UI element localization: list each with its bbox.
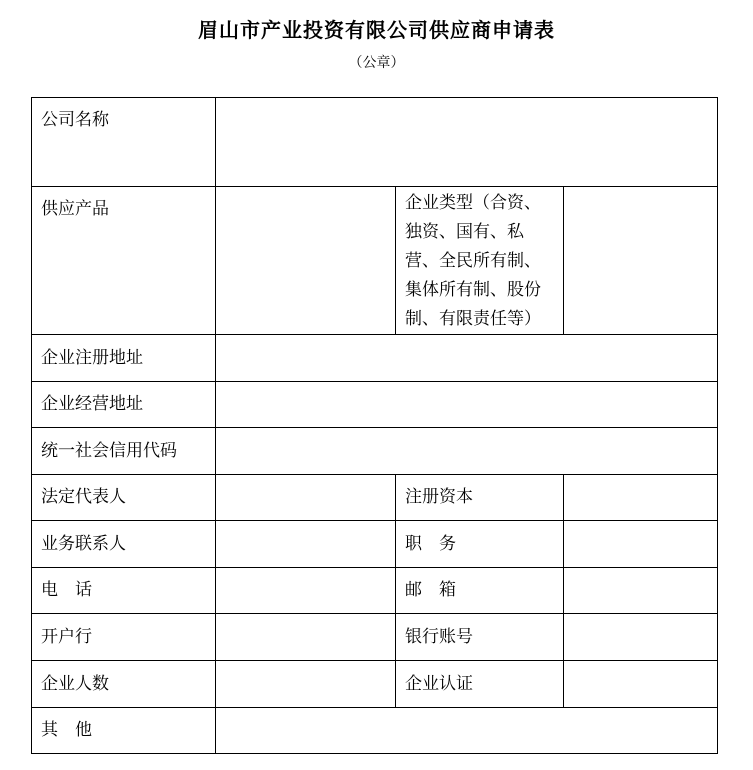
field-email[interactable] [564, 568, 718, 614]
label-enterprise-type: 企业类型（合资、独资、国有、私营、全民所有制、集体所有制、股份制、有限责任等） [396, 187, 564, 335]
page-title: 眉山市产业投资有限公司供应商申请表 [198, 18, 555, 42]
field-enterprise-type[interactable] [564, 187, 718, 335]
label-supply-products: 供应产品 [32, 187, 216, 335]
field-supply-products[interactable] [216, 187, 396, 335]
field-other[interactable] [216, 708, 718, 754]
field-bank[interactable] [216, 614, 396, 661]
field-business-address[interactable] [216, 382, 718, 428]
label-registered-address: 企业注册地址 [32, 335, 216, 382]
label-bank: 开户行 [32, 614, 216, 661]
field-certification[interactable] [564, 661, 718, 708]
label-registered-capital: 注册资本 [396, 475, 564, 521]
field-phone[interactable] [216, 568, 396, 614]
label-bank-account: 银行账号 [396, 614, 564, 661]
field-position[interactable] [564, 521, 718, 568]
field-credit-code[interactable] [216, 428, 718, 475]
label-position: 职 务 [396, 521, 564, 568]
field-registered-address[interactable] [216, 335, 718, 382]
field-employees[interactable] [216, 661, 396, 708]
label-other: 其 他 [32, 708, 216, 754]
field-company-name[interactable] [216, 98, 718, 187]
label-employees: 企业人数 [32, 661, 216, 708]
field-business-contact[interactable] [216, 521, 396, 568]
application-form-table [31, 97, 718, 754]
label-company-name: 公司名称 [32, 98, 216, 187]
label-certification: 企业认证 [396, 661, 564, 708]
field-registered-capital[interactable] [564, 475, 718, 521]
label-legal-rep: 法定代表人 [32, 475, 216, 521]
label-business-address: 企业经营地址 [32, 382, 216, 428]
label-business-contact: 业务联系人 [32, 521, 216, 568]
subtitle-seal: （公章） [348, 55, 405, 71]
label-credit-code: 统一社会信用代码 [32, 428, 216, 475]
label-email: 邮 箱 [396, 568, 564, 614]
label-phone: 电 话 [32, 568, 216, 614]
field-legal-rep[interactable] [216, 475, 396, 521]
field-bank-account[interactable] [564, 614, 718, 661]
